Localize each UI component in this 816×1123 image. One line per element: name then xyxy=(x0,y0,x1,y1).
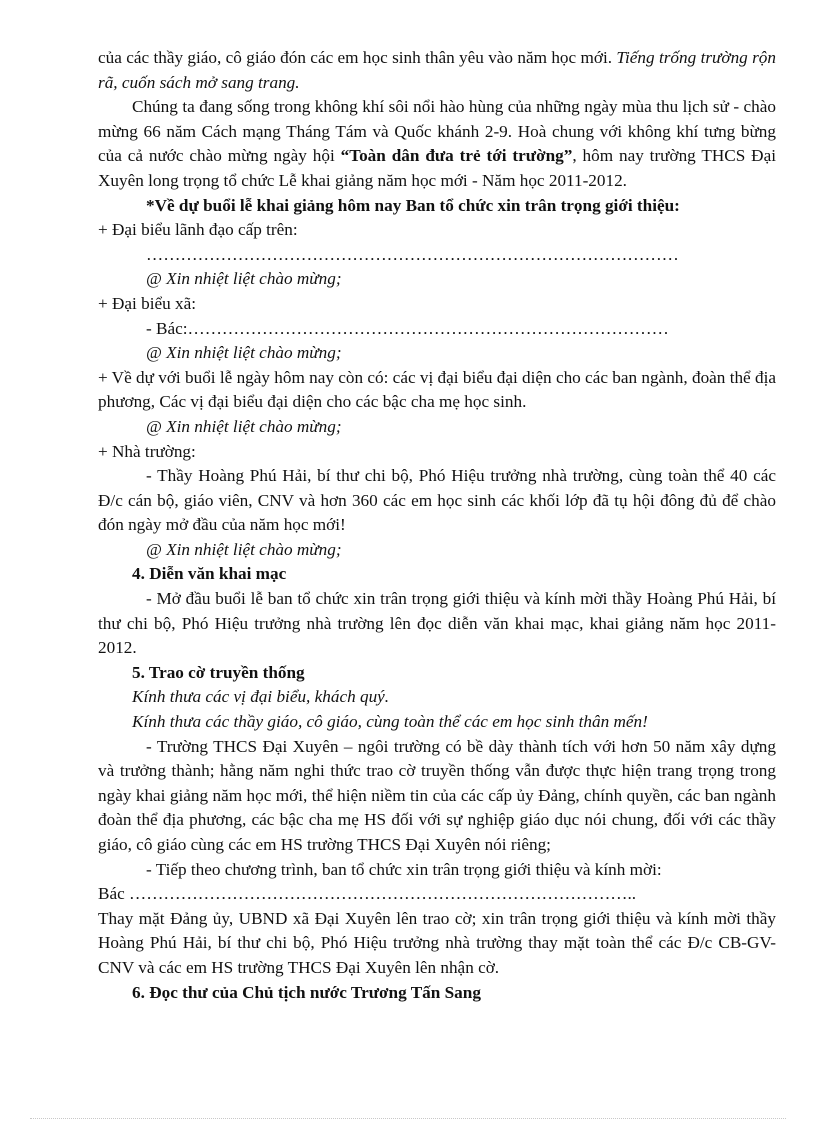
heading-6: 6. Đọc thư của Chủ tịch nước Trương Tấn Sang xyxy=(132,982,481,1002)
invite-paragraph: Thay mặt Đảng ủy, UBND xã Đại Xuyên lên trao cờ; xin trân trọng giới thiệu và kính mời thầy Hoàng Phú Hải, bí thư chi bộ, Phó Hiệu trưởng nhà trường thay mặt toàn thể các Đ/c CB-GV-CNV và các em HS trường THCS Đại Xuyên lên nhận cờ. xyxy=(98,908,776,977)
greeting-2: Kính thưa các thầy giáo, cô giáo, cùng toàn thể các em học sinh thân mến! xyxy=(132,712,648,732)
heading-5: 5. Trao cờ truyền thống xyxy=(132,662,305,682)
page-bottom-rule xyxy=(30,1118,786,1119)
bac-line: - Bác:………………………………………………………………………… xyxy=(146,318,669,338)
welcome-line-3: @ Xin nhiệt liệt chào mừng; xyxy=(146,416,342,436)
others-paragraph: + Về dự với buổi lễ ngày hôm nay còn có: các vị đại biểu đại diện cho các ban ngành, đoàn thể địa phương, Các vị đại biểu đại diện cho các bậc cha mẹ học sinh. xyxy=(98,367,776,412)
commune-label: + Đại biểu xã: xyxy=(98,293,196,313)
opening-text: của các thầy giáo, cô giáo đón các em học sinh thân yêu vào năm học mới. xyxy=(98,48,617,67)
welcome-line-1: @ Xin nhiệt liệt chào mừng; xyxy=(146,269,342,289)
school-paragraph: - Thầy Hoàng Phú Hải, bí thư chi bộ, Phó Hiệu trưởng nhà trường, cùng toàn thể 40 các Đ/c cán bộ, giáo viên, CNV và hơn 360 các em học sinh các khối lớp đã tụ hội đông đủ để chào đón ngày mở đầu của năm học mới! xyxy=(98,466,776,535)
greeting-1: Kính thưa các vị đại biểu, khách quý. xyxy=(132,687,390,707)
flag-paragraph: - Trường THCS Đại Xuyên – ngôi trường có bề dày thành tích với hơn 50 năm xây dựng và trưởng thành; hằng năm nghi thức trao cờ truyền thống vẫn được thực hiện trang trọng trong ngày khai giảng năm học mới, thể hiện niềm tin của các cấp ủy Đảng, chính quyền, các ban ngành đoàn thể địa phương, các bậc cha mẹ HS đối với sự nghiệp giáo dục nói chung, đối với các thầy giáo, cô giáo cùng các em HS trường THCS Đại Xuyên nói riêng; xyxy=(98,736,776,854)
invite-dots-line: Bác …………………………………………………………………………….. xyxy=(98,884,637,904)
document-page xyxy=(98,46,776,1005)
opening-speech-paragraph: - Mở đầu buổi lễ ban tổ chức xin trân trọng giới thiệu và kính mời thầy Hoàng Phú Hải, bí thư chi bộ, Phó Hiệu trưởng nhà trường lên đọc diễn văn khai mạc, khai giảng năm học 2011-2012. xyxy=(98,589,776,658)
school-label: + Nhà trường: xyxy=(98,441,196,461)
paragraph-celebration xyxy=(98,95,776,193)
invite-line: - Tiếp theo chương trình, ban tổ chức xin trân trọng giới thiệu và kính mời: xyxy=(146,859,662,879)
heading-4: 4. Diễn văn khai mạc xyxy=(132,564,287,584)
opening-italic: Tiếng trống trường rộn rã, cuốn sách mở sang trang. xyxy=(98,48,776,92)
celebration-text-b: , hôm nay trường THCS Đại Xuyên long trọng tổ chức Lễ khai giảng năm học mới - Năm học 2011-2012. xyxy=(98,146,776,190)
welcome-line-4: @ Xin nhiệt liệt chào mừng; xyxy=(146,539,342,559)
welcome-line-2: @ Xin nhiệt liệt chào mừng; xyxy=(146,343,342,363)
celebration-slogan: “Toàn dân đưa trẻ tới trường” xyxy=(340,146,573,166)
leaders-dots: ………………………………………………………………………………… xyxy=(146,244,679,264)
celebration-text-a: Chúng ta đang sống trong không khí sôi nổi hào hùng của những ngày mùa thu lịch sử - chào mừng 66 năm Cách mạng Tháng Tám và Quốc khánh 2-9. Hoà chung với không khí tưng bừng của cả nước chào mừng ngày hội xyxy=(98,97,776,166)
intro-heading: *Về dự buổi lễ khai giảng hôm nay Ban tổ chức xin trân trọng giới thiệu: xyxy=(146,195,680,215)
leaders-label: + Đại biểu lãnh đạo cấp trên: xyxy=(98,220,298,240)
paragraph-opening xyxy=(98,46,776,95)
